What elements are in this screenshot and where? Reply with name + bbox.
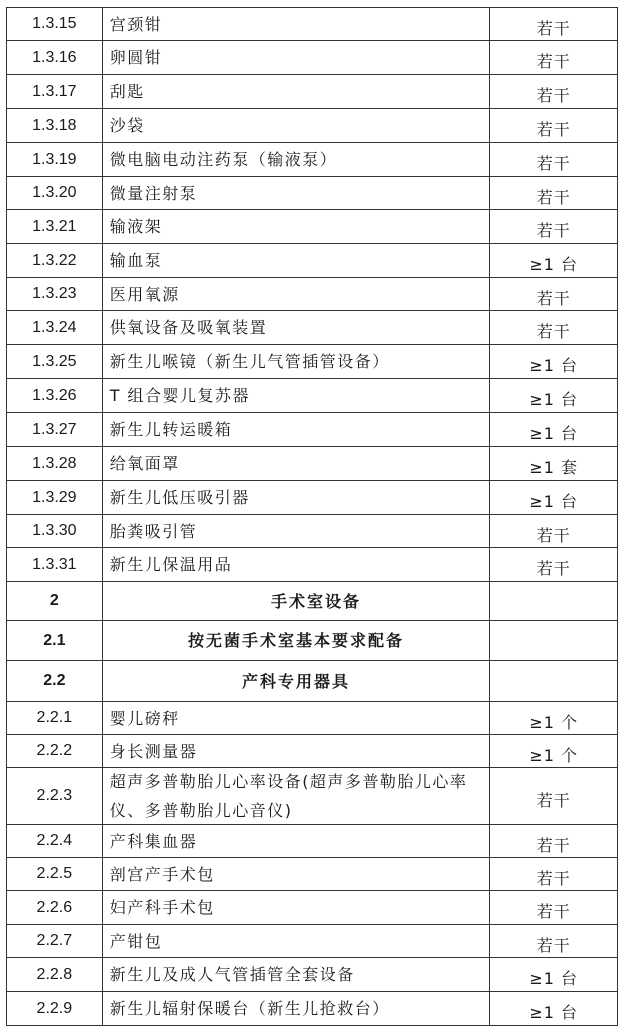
item-number: 1.3.16 — [7, 41, 103, 74]
item-name: 身长测量器 — [103, 735, 491, 767]
table-row — [6, 413, 618, 447]
table-row — [6, 278, 618, 311]
item-number: 2.2.9 — [7, 992, 103, 1025]
table-row — [6, 7, 618, 41]
table-row — [6, 735, 618, 768]
item-quantity: 若干 — [536, 835, 571, 855]
item-number: 1.3.23 — [7, 278, 103, 310]
item-quantity: 若干 — [536, 790, 571, 810]
item-name: 产科专用器具 — [103, 661, 491, 701]
item-name: 输液架 — [103, 210, 491, 243]
table-row — [6, 548, 618, 582]
item-name: 产钳包 — [103, 925, 491, 957]
item-name: 新生儿保温用品 — [103, 548, 491, 581]
section-row — [6, 661, 618, 702]
item-number: 2 — [7, 582, 103, 620]
table-row — [6, 75, 618, 109]
item-number: 1.3.25 — [7, 345, 103, 378]
item-quantity: ≥1 套 — [529, 458, 579, 477]
item-quantity: 若干 — [536, 868, 571, 888]
item-number: 2.2.6 — [7, 891, 103, 924]
item-number: 1.3.24 — [7, 311, 103, 344]
item-name: 婴儿磅秤 — [103, 702, 491, 734]
table-row — [6, 702, 618, 735]
item-name: T 组合婴儿复苏器 — [103, 379, 491, 412]
item-name: 妇产科手术包 — [103, 891, 491, 924]
item-name: 刮匙 — [103, 75, 491, 108]
item-quantity: ≥1 台 — [529, 390, 579, 409]
table-row — [6, 311, 618, 345]
item-number: 1.3.22 — [7, 244, 103, 277]
item-quantity: ≥1 个 — [529, 745, 579, 765]
item-name: 医用氧源 — [103, 278, 491, 310]
item-number: 2.1 — [7, 621, 103, 660]
table-row — [6, 143, 618, 177]
item-name: 产科集血器 — [103, 825, 491, 857]
item-number: 2.2.4 — [7, 825, 103, 857]
item-name: 新生儿转运暖箱 — [103, 413, 491, 446]
item-number: 2.2.5 — [7, 858, 103, 890]
item-number: 1.3.15 — [7, 8, 103, 40]
item-number: 2.2.2 — [7, 735, 103, 767]
item-number: 1.3.28 — [7, 447, 103, 480]
table-row — [6, 858, 618, 891]
item-quantity: 若干 — [536, 18, 571, 38]
table-row — [6, 825, 618, 858]
item-number: 2.2.1 — [7, 702, 103, 734]
table-row — [6, 41, 618, 75]
table-row — [6, 958, 618, 992]
table-row — [6, 109, 618, 143]
item-quantity: 若干 — [536, 525, 571, 545]
item-quantity: ≥1 台 — [529, 356, 579, 375]
item-number: 1.3.19 — [7, 143, 103, 176]
item-number: 2.2.3 — [7, 768, 103, 824]
item-name: 沙袋 — [103, 109, 491, 142]
item-number: 1.3.30 — [7, 515, 103, 547]
item-name: 手术室设备 — [103, 582, 491, 620]
item-number: 1.3.21 — [7, 210, 103, 243]
table-row — [6, 345, 618, 379]
item-name: 供氧设备及吸氧装置 — [103, 311, 491, 344]
item-number: 1.3.31 — [7, 548, 103, 581]
item-number: 1.3.26 — [7, 379, 103, 412]
item-name: 按无菌手术室基本要求配备 — [103, 621, 491, 660]
item-number: 1.3.29 — [7, 481, 103, 514]
table-row — [6, 891, 618, 925]
item-name: 卵圆钳 — [103, 41, 491, 74]
item-name: 微电脑电动注药泵（输液泵） — [103, 143, 491, 176]
item-quantity: 若干 — [536, 120, 571, 139]
table-row — [6, 244, 618, 278]
table-row — [6, 992, 618, 1026]
item-name: 给氧面罩 — [103, 447, 491, 480]
item-name: 新生儿辐射保暖台（新生儿抢救台） — [103, 992, 491, 1025]
item-quantity: 若干 — [536, 221, 571, 240]
item-number: 1.3.18 — [7, 109, 103, 142]
equipment-table — [6, 7, 618, 1026]
table-row — [6, 447, 618, 481]
table-row — [6, 177, 618, 210]
table-row — [6, 379, 618, 413]
item-name: 新生儿喉镜（新生儿气管插管设备） — [103, 345, 491, 378]
table-row — [6, 925, 618, 958]
item-quantity: 若干 — [536, 288, 571, 308]
item-quantity: ≥1 台 — [529, 1003, 579, 1022]
item-quantity: 若干 — [536, 902, 571, 921]
table-row — [6, 515, 618, 548]
item-quantity — [490, 582, 617, 620]
item-quantity: 若干 — [536, 86, 571, 105]
item-quantity: ≥1 台 — [529, 492, 579, 511]
item-quantity: ≥1 台 — [529, 424, 579, 443]
item-name: 输血泵 — [103, 244, 491, 277]
item-number: 2.2.8 — [7, 958, 103, 991]
item-name: 超声多普勒胎儿心率设备(超声多普勒胎儿心率仪、多普勒胎儿心音仪) — [103, 768, 491, 824]
item-quantity: 若干 — [536, 187, 571, 207]
item-name: 新生儿低压吸引器 — [103, 481, 491, 514]
item-quantity: ≥1 台 — [529, 969, 579, 988]
item-number: 1.3.17 — [7, 75, 103, 108]
item-quantity: 若干 — [536, 154, 571, 173]
item-quantity — [490, 621, 617, 660]
item-number: 1.3.27 — [7, 413, 103, 446]
item-name: 胎粪吸引管 — [103, 515, 491, 547]
item-number: 2.2.7 — [7, 925, 103, 957]
table-row — [6, 210, 618, 244]
item-name: 新生儿及成人气管插管全套设备 — [103, 958, 491, 991]
section-row — [6, 621, 618, 661]
table-row — [6, 768, 618, 825]
table-row — [6, 481, 618, 515]
item-quantity: 若干 — [536, 559, 571, 578]
item-quantity: 若干 — [536, 322, 571, 341]
item-quantity — [490, 661, 617, 701]
section-row — [6, 582, 618, 621]
item-quantity: 若干 — [536, 52, 571, 71]
item-name: 微量注射泵 — [103, 177, 491, 209]
item-quantity: 若干 — [536, 935, 571, 955]
item-name: 宫颈钳 — [103, 8, 491, 40]
item-name: 剖宫产手术包 — [103, 858, 491, 890]
item-quantity: ≥1 台 — [529, 255, 579, 274]
item-number: 1.3.20 — [7, 177, 103, 209]
item-quantity: ≥1 个 — [529, 712, 579, 732]
item-number: 2.2 — [7, 661, 103, 701]
